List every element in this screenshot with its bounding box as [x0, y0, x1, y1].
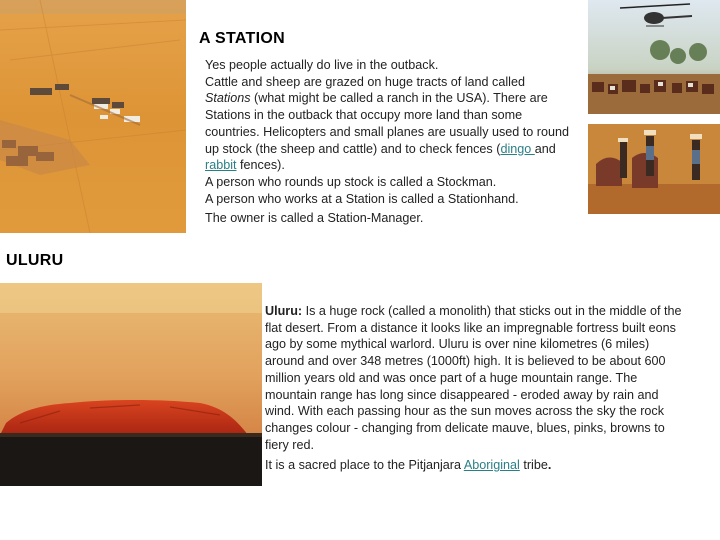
station-heading: A STATION: [199, 30, 285, 47]
station-line-2: Cattle and sheep are grazed on huge tracts of land called: [205, 74, 525, 89]
station-paragraph: [205, 90, 577, 174]
stationhand-line: A person who works at a Station is called a Stationhand.: [205, 191, 519, 206]
uluru-text: [265, 303, 683, 474]
aboriginal-link[interactable]: Aboriginal: [463, 458, 520, 473]
dingo-link[interactable]: dingo: [500, 141, 535, 156]
station-and-text: and: [534, 141, 556, 156]
station-aerial-photo: [0, 0, 186, 233]
station-manager-line: The owner is called a Station-Manager.: [205, 211, 424, 226]
station-text: [205, 57, 577, 227]
sacred-pre-text: It is a sacred place to the Pitjanjara: [265, 458, 464, 473]
sacred-post-text: tribe: [519, 458, 548, 473]
uluru-photo: [0, 283, 262, 486]
rabbit-link[interactable]: rabbit: [205, 158, 237, 173]
helicopter-cattle-photo: [588, 0, 720, 114]
stockman-line: A person who rounds up stock is called a Stockman.: [205, 174, 497, 189]
uluru-sacred-line: [265, 457, 683, 474]
station-fences-text: fences).: [236, 158, 285, 173]
sacred-period: .: [547, 458, 552, 473]
uluru-description: [265, 303, 683, 453]
station-line-1: Yes people actually do live in the outback.: [205, 58, 439, 72]
uluru-term: Uluru:: [265, 304, 303, 318]
stations-term: Stations: [205, 91, 251, 106]
uluru-description-body: Is a huge rock (called a monolith) that sticks out in the middle of the flat desert. From a distance it looks like an impregnable fortress built eons ago by some mythical warlord. Uluru is over nine kilometres (6 miles) around and over 348 metres (1000ft) high. It is believed to be about 600 million years old and was once part of a huge mountain range. The mountain range has long since disappeared - eroded away by rain and wind. With each passing hour as the sun moves across the sky the rock changes colour - changing from delicate mauve, blues, pinks, browns to fiery red.: [265, 304, 682, 452]
stockmen-photo: [588, 124, 720, 214]
station-paragraph-body: (what might be called a ranch in the USA). There are Stations in the outback that occupy more land than some countries. Helicopters and small planes are usually used to round up stock (the sheep and cattle) and to check fences (: [205, 91, 570, 156]
uluru-heading: ULURU: [6, 252, 64, 269]
